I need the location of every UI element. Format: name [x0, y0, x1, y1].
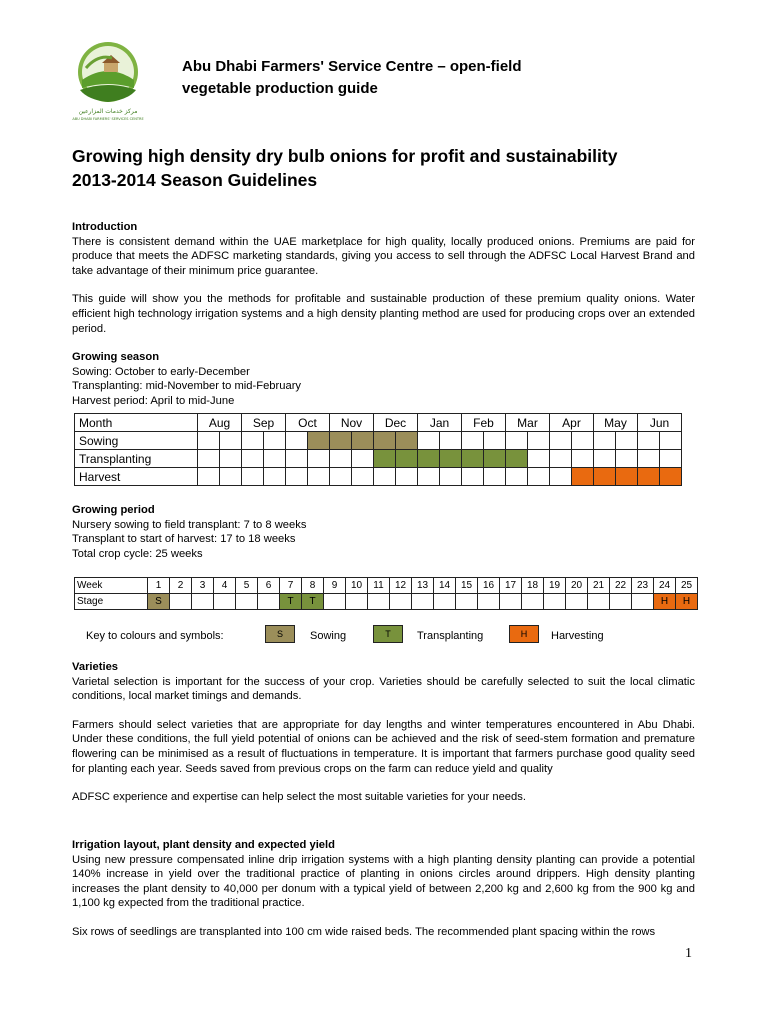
season-cell: [462, 432, 484, 450]
season-cell: [506, 432, 528, 450]
week-number-cell: 2: [170, 578, 192, 594]
season-cell: [550, 432, 572, 450]
season-cell: [418, 450, 440, 468]
week-number-cell: 3: [192, 578, 214, 594]
season-cell: [396, 450, 418, 468]
stage-cell: [588, 594, 610, 610]
week-number-cell: 14: [434, 578, 456, 594]
season-cell: [440, 468, 462, 486]
season-cell: [242, 450, 264, 468]
stage-cell: [236, 594, 258, 610]
stage-cell: [368, 594, 390, 610]
document-header: [182, 56, 522, 100]
month-header-feb: Feb: [462, 414, 506, 432]
irrigation-heading: Irrigation layout, plant density and expected yield: [72, 839, 335, 851]
week-number-cell: 11: [368, 578, 390, 594]
sowing-period-text: Sowing: October to early-December: [72, 365, 250, 378]
key-transplanting-label: Transplanting: [417, 630, 484, 642]
season-cell: [352, 468, 374, 486]
season-cell: [616, 468, 638, 486]
month-header-nov: Nov: [330, 414, 374, 432]
season-cell: [418, 432, 440, 450]
season-row-label: Transplanting: [75, 450, 198, 468]
stage-cell: [522, 594, 544, 610]
season-cell: [616, 432, 638, 450]
month-header-oct: Oct: [286, 414, 330, 432]
season-cell: [462, 468, 484, 486]
season-cell: [660, 450, 682, 468]
stage-cell: [192, 594, 214, 610]
season-row-transplanting: [75, 450, 682, 468]
season-cell: [550, 468, 572, 486]
logo-english-text: ABU DHABI FARMERS' SERVICES CENTRE: [72, 117, 144, 121]
week-number-cell: 19: [544, 578, 566, 594]
season-cell: [198, 450, 220, 468]
season-cell: [462, 450, 484, 468]
season-cell: [198, 432, 220, 450]
season-cell: [550, 450, 572, 468]
season-cell: [220, 450, 242, 468]
title-line-1: Growing high density dry bulb onions for profit and sustainability: [72, 146, 618, 166]
month-header-aug: Aug: [198, 414, 242, 432]
month-header-dec: Dec: [374, 414, 418, 432]
season-cell: [264, 450, 286, 468]
week-stage-table: [74, 577, 698, 610]
growing-season-heading: Growing season: [72, 351, 160, 364]
key-label: Key to colours and symbols:: [86, 630, 224, 642]
varieties-paragraph-3: ADFSC experience and expertise can help select the most suitable varieties for your needs.: [72, 791, 526, 804]
season-cell: [572, 468, 594, 486]
season-cell: [352, 450, 374, 468]
season-cell: [330, 450, 352, 468]
stage-label: Stage: [75, 594, 148, 610]
stage-cell: S: [148, 594, 170, 610]
week-number-cell: 7: [280, 578, 302, 594]
key-sowing-swatch: S: [265, 625, 295, 643]
season-cell: [638, 432, 660, 450]
season-calendar-table: [74, 413, 682, 486]
season-header-row: [75, 414, 682, 432]
week-number-cell: 13: [412, 578, 434, 594]
season-cell: [638, 450, 660, 468]
stage-cell: [478, 594, 500, 610]
week-number-cell: 6: [258, 578, 280, 594]
stage-cell: [214, 594, 236, 610]
season-row-label: Harvest: [75, 468, 198, 486]
stage-row: [75, 594, 698, 610]
season-cell: [418, 468, 440, 486]
week-number-cell: 24: [654, 578, 676, 594]
season-cell: [352, 432, 374, 450]
season-cell: [572, 432, 594, 450]
growing-period-heading: Growing period: [72, 504, 155, 516]
page-number: 1: [685, 946, 692, 961]
season-cell: [308, 432, 330, 450]
season-cell: [594, 432, 616, 450]
key-harvesting-swatch: H: [509, 625, 539, 643]
week-number-cell: 15: [456, 578, 478, 594]
stage-cell: [544, 594, 566, 610]
varieties-section: [72, 660, 695, 805]
week-number-cell: 20: [566, 578, 588, 594]
week-label: Week: [75, 578, 148, 594]
key-transplanting-swatch: T: [373, 625, 403, 643]
week-number-cell: 18: [522, 578, 544, 594]
varieties-paragraph-1: Varietal selection is important for the success of your crop. Varieties should be carefully selected to suit the local climatic conditions, local market timings and demands.: [72, 675, 695, 703]
season-cell: [220, 432, 242, 450]
key-harvesting-label: Harvesting: [551, 630, 604, 642]
header-line-1: Abu Dhabi Farmers' Service Centre – open-field: [182, 58, 522, 75]
week-number-cell: 21: [588, 578, 610, 594]
season-cell: [528, 432, 550, 450]
season-cell: [264, 432, 286, 450]
irrigation-paragraph-2: Six rows of seedlings are transplanted into 100 cm wide raised beds. The recommended plant spacing within the rows: [72, 925, 656, 938]
season-cell: [594, 468, 616, 486]
stage-cell: [412, 594, 434, 610]
month-header-sep: Sep: [242, 414, 286, 432]
week-number-cell: 1: [148, 578, 170, 594]
season-cell: [594, 450, 616, 468]
month-header-label: Month: [75, 414, 198, 432]
stage-cell: [566, 594, 588, 610]
stage-cell: [258, 594, 280, 610]
season-cell: [616, 450, 638, 468]
season-cell: [440, 432, 462, 450]
season-row-harvest: [75, 468, 682, 486]
season-cell: [308, 468, 330, 486]
stage-cell: H: [654, 594, 676, 610]
transplanting-period-text: Transplanting: mid-November to mid-February: [72, 380, 302, 393]
irrigation-paragraph-1: Using new pressure compensated inline drip irrigation systems with a high planting density planting can provide a potential 140% increase in yield over the traditional practice of planting in onions circles around drippers. High density planting increases the plant density to 40,000 per donum with a typical yield of between 2,200 kg and 2,600 kg from the 900 kg and 1,100 kg expected from the traditional practice.: [72, 853, 695, 910]
season-cell: [660, 468, 682, 486]
month-header-mar: Mar: [506, 414, 550, 432]
season-cell: [506, 468, 528, 486]
stage-cell: [610, 594, 632, 610]
header-line-2: vegetable production guide: [182, 80, 378, 97]
season-cell: [484, 432, 506, 450]
growing-period-section: [72, 503, 695, 561]
intro-section: [72, 220, 695, 409]
page-title: [72, 144, 617, 192]
season-cell: [396, 468, 418, 486]
irrigation-section: [72, 838, 695, 940]
season-cell: [330, 468, 352, 486]
season-row-sowing: [75, 432, 682, 450]
season-cell: [484, 450, 506, 468]
season-cell: [330, 432, 352, 450]
adfsc-logo: [68, 40, 154, 126]
season-cell: [198, 468, 220, 486]
season-cell: [528, 468, 550, 486]
stage-cell: T: [280, 594, 302, 610]
season-cell: [242, 432, 264, 450]
intro-paragraph-1: There is consistent demand within the UAE marketplace for high quality, locally produced onions. Premiums are paid for produce that meets the ADFSC marketing standards, giving you access to sell through the ADFSC Local Harvest Brand and take advantage of their minimum price guarantee.: [72, 235, 695, 277]
stage-cell: [434, 594, 456, 610]
season-cell: [528, 450, 550, 468]
season-cell: [440, 450, 462, 468]
stage-cell: [500, 594, 522, 610]
week-number-cell: 12: [390, 578, 412, 594]
week-number-cell: 10: [346, 578, 368, 594]
week-number-cell: 5: [236, 578, 258, 594]
season-cell: [374, 450, 396, 468]
month-header-jan: Jan: [418, 414, 462, 432]
season-cell: [396, 432, 418, 450]
season-cell: [220, 468, 242, 486]
season-cell: [374, 468, 396, 486]
season-cell: [242, 468, 264, 486]
nursery-duration-text: Nursery sowing to field transplant: 7 to 8 weeks: [72, 518, 307, 531]
season-cell: [286, 450, 308, 468]
stage-cell: [456, 594, 478, 610]
season-cell: [374, 432, 396, 450]
month-header-may: May: [594, 414, 638, 432]
season-cell: [308, 450, 330, 468]
week-number-cell: 4: [214, 578, 236, 594]
stage-cell: [324, 594, 346, 610]
week-number-cell: 9: [324, 578, 346, 594]
logo-arabic-text: مركز خدمات المزارعين: [78, 108, 138, 115]
stage-cell: [346, 594, 368, 610]
season-cell: [484, 468, 506, 486]
stage-cell: H: [676, 594, 698, 610]
season-cell: [286, 468, 308, 486]
week-number-cell: 22: [610, 578, 632, 594]
season-cell: [638, 468, 660, 486]
week-number-cell: 16: [478, 578, 500, 594]
transplant-duration-text: Transplant to start of harvest: 17 to 18 weeks: [72, 533, 296, 546]
week-number-cell: 25: [676, 578, 698, 594]
stage-cell: [632, 594, 654, 610]
intro-heading: Introduction: [72, 221, 138, 233]
total-cycle-text: Total crop cycle: 25 weeks: [72, 547, 203, 560]
season-cell: [286, 432, 308, 450]
week-number-cell: 8: [302, 578, 324, 594]
season-cell: [660, 432, 682, 450]
week-row: [75, 578, 698, 594]
colour-key: [80, 624, 700, 646]
month-header-apr: Apr: [550, 414, 594, 432]
intro-paragraph-2: This guide will show you the methods for profitable and sustainable production of these premium quality onions. Water efficient high technology irrigation systems and a high density planting method are used for producing crops over an extended period.: [72, 293, 695, 335]
season-cell: [506, 450, 528, 468]
stage-cell: [390, 594, 412, 610]
week-number-cell: 23: [632, 578, 654, 594]
season-row-label: Sowing: [75, 432, 198, 450]
season-cell: [264, 468, 286, 486]
varieties-heading: Varieties: [72, 661, 119, 673]
season-cell: [572, 450, 594, 468]
title-line-2: 2013-2014 Season Guidelines: [72, 170, 318, 190]
harvest-period-text: Harvest period: April to mid-June: [72, 394, 235, 407]
varieties-paragraph-2: Farmers should select varieties that are appropriate for day lengths and winter temperatures encountered in Abu Dhabi. Under these conditions, the full yield potential of onions can be achieved and the risk of seed-stem formation and premature flowering can be minimised as a result of fluctuations in temperature. It is important that farmers purchase good quality seed for planting each year. Seeds saved from previous crops on the farm can reduce yield and quality: [72, 718, 695, 775]
week-number-cell: 17: [500, 578, 522, 594]
month-header-jun: Jun: [638, 414, 682, 432]
key-sowing-label: Sowing: [310, 630, 347, 642]
stage-cell: [170, 594, 192, 610]
stage-cell: T: [302, 594, 324, 610]
